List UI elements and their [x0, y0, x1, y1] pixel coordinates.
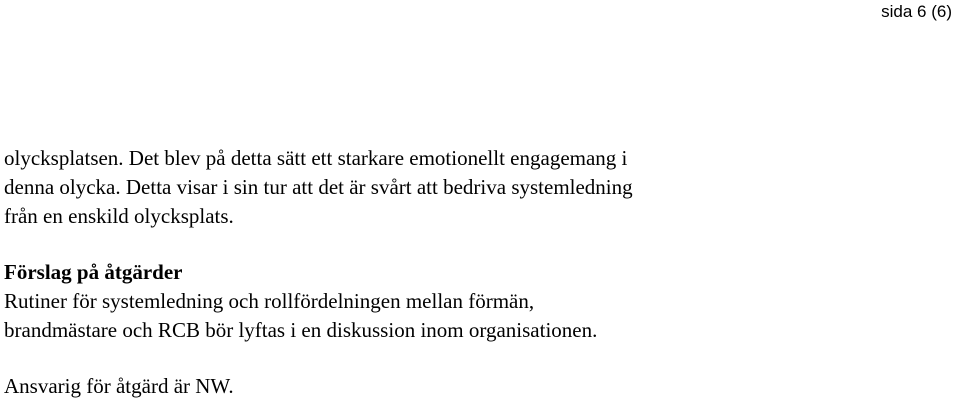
body-paragraph	[4, 287, 954, 345]
section-heading: Förslag på åtgärder	[4, 260, 183, 284]
body-paragraph	[4, 144, 954, 231]
responsibility-note: Ansvarig för åtgärd är NW.	[4, 374, 234, 398]
document-body	[4, 144, 954, 401]
text-line: Rutiner för systemledning och rollfördelningen mellan förmän,	[4, 289, 535, 313]
text-line: från en enskild olycksplats.	[4, 204, 234, 228]
text-line: denna olycka. Detta visar i sin tur att det är svårt att bedriva systemledning	[4, 175, 633, 199]
paragraph-spacer	[4, 345, 954, 372]
text-line: olycksplatsen. Det blev på detta sätt ett starkare emotionellt engagemang i	[4, 146, 628, 170]
paragraph-spacer	[4, 231, 954, 258]
text-line: brandmästare och RCB bör lyftas i en diskussion inom organisationen.	[4, 318, 598, 342]
page-number: sida 6 (6)	[881, 2, 952, 21]
